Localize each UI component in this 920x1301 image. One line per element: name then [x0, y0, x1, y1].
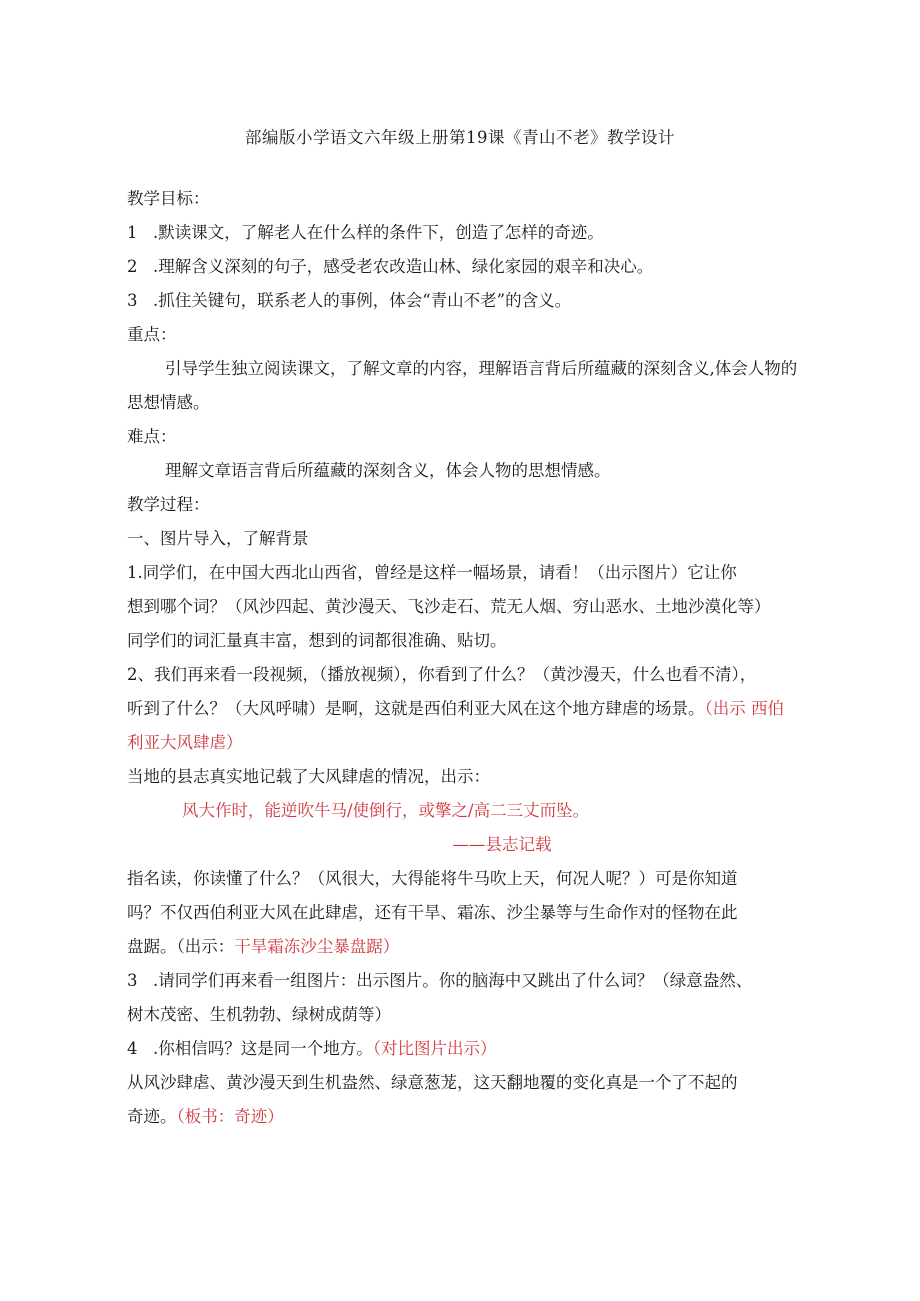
- step-2-line-3: 利亚大风肆虐）: [127, 733, 243, 752]
- step-4-text: .你相信吗？这是同一个地方。: [153, 1039, 373, 1058]
- step-1-line-1: 1.同学们，在中国大西北山西省，曾经是这样一幅场景，请看！（出示图片）它让你: [127, 563, 737, 582]
- key-points-line-2: 思想情感。: [127, 393, 210, 412]
- objective-1: [127, 216, 817, 250]
- step-4-line: [127, 1032, 817, 1066]
- step-2-line-1: 2、我们再来看一段视频，（播放视频），你看到了什么？（黄沙漫天，什么也看不清），: [127, 665, 757, 684]
- step-3-number: 3: [127, 971, 138, 990]
- reading-display-note: 干旱霜冻沙尘暴盘踞）: [234, 937, 400, 956]
- county-quote: 风大作时，能逆吹牛马/使倒行，或擎之/高二三丈而坠。: [182, 801, 590, 820]
- step-2-line-2: [127, 692, 817, 726]
- difficulties-text: 理解文章语言背后所蕴藏的深刻含义，体会人物的思想情感。: [165, 461, 611, 480]
- objective-3-number: 3: [127, 291, 138, 310]
- section-1-heading: 一、图片导入，了解背景: [127, 529, 309, 548]
- objectives-heading: 教学目标：: [127, 189, 210, 208]
- record-line: 当地的县志真实地记载了大风肆虐的情况，出示：: [127, 767, 490, 786]
- step-3-text: .请同学们再来看一组图片：出示图片。你的脑海中又跳出了什么词？（绿意盎然、: [153, 971, 753, 990]
- step-4-display-note: （对比图片出示）: [372, 1039, 497, 1058]
- key-points-line-1: 引导学生独立阅读课文，了解文章的内容，理解语言背后所蕴藏的深刻含义,体会人物的: [165, 359, 798, 378]
- reading-line-3: [127, 930, 817, 964]
- key-points-heading: 重点：: [127, 325, 177, 344]
- reading-line-1: 指名读，你读懂了什么？（风很大，大得能将牛马吹上天，何况人呢？）可是你知道: [127, 869, 738, 888]
- document-title: 部编版小学语文六年级上册第19课《青山不老》教学设计: [245, 128, 675, 147]
- reading-line-3-text: 盘踞。（出示：: [127, 937, 235, 956]
- objective-3: [127, 284, 817, 318]
- difficulties-heading: 难点：: [127, 427, 177, 446]
- step-3-line-2: 树木茂密、生机勃勃、绿树成荫等）: [127, 1005, 391, 1024]
- step-2-line-2-text: 听到了什么？（大风呼啸）是啊，这就是西伯利亚大风在这个地方肆虐的场景。: [127, 699, 705, 718]
- step-1-line-2: 想到哪个词？（风沙四起、黄沙漫天、飞沙走石、荒无人烟、穷山恶水、土地沙漠化等）: [127, 597, 771, 616]
- closing-line-2: [127, 1100, 817, 1134]
- step-1-line-3: 同学们的词汇量真丰富，想到的词都很准确、贴切。: [127, 631, 507, 650]
- step-3-line-1: [127, 964, 817, 998]
- objective-1-text: .默读课文，了解老人在什么样的条件下，创造了怎样的奇迹。: [153, 223, 604, 242]
- objective-2-number: 2: [127, 257, 138, 276]
- document-body: [127, 182, 817, 1134]
- closing-line-2-text: 奇迹。: [127, 1107, 177, 1126]
- step-2-display-note: （出示 西伯: [704, 699, 784, 718]
- reading-line-2: 吗？不仅西伯利亚大风在此肆虐，还有干旱、霜冻、沙尘暴等与生命作对的怪物在此: [127, 903, 738, 922]
- process-heading: 教学过程：: [127, 495, 210, 514]
- objective-2-text: .理解含义深刻的句子，感受老农改造山林、绿化家园的艰辛和决心。: [153, 257, 654, 276]
- closing-line-1: 从风沙肆虐、黄沙漫天到生机盎然、绿意葱茏，这天翻地覆的变化真是一个了不起的: [127, 1073, 738, 1092]
- objective-2: [127, 250, 817, 284]
- objective-3-text: .抓住关键句，联系老人的事例，体会“青山不老”的含义。: [153, 291, 572, 310]
- step-4-number: 4: [127, 1039, 138, 1058]
- blackboard-note: （板书：奇迹）: [176, 1107, 284, 1126]
- objective-1-number: 1: [127, 223, 138, 242]
- county-quote-source: ——县志记载: [452, 835, 552, 854]
